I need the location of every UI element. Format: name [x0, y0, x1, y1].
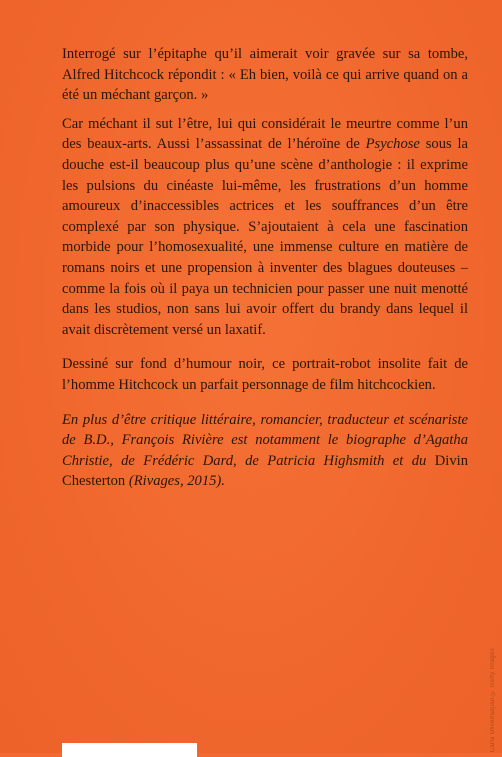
- photo-credit: Carla Oliveiradjian © Getty Images: [490, 648, 496, 753]
- main-paragraph: [62, 114, 468, 341]
- main-paragraph-start: Car méchant il sut l’être, lui qui considérait le meurtre comme l’un des beaux-arts. Aussi l’assassinat de l’héroïne de: [62, 115, 468, 153]
- author-bio-start: En plus d’être critique littéraire, romancier, traducteur et scénariste de B.D., François Rivière est notamment le biographe d’Agatha Christie, de Frédéric Dard, de Patricia Highsmith et du: [62, 411, 468, 469]
- film-title-psychose: Psychose: [365, 136, 420, 153]
- epitaph-paragraph: Interrogé sur l’épitaphe qu’il aimerait voir gravée sur sa tombe, Alfred Hitchcock répondit : « Eh bien, voilà ce qui arrive quand on a été un méchant garçon. »: [62, 46, 468, 104]
- summary-paragraph: Dessiné sur fond d’humour noir, ce portrait-robot insolite fait de l’homme Hitchcock un parfait personnage de film hitchcockien.: [62, 356, 468, 393]
- book-title-divin-chesterton: Divin Chesterton: [62, 452, 468, 490]
- main-paragraph-end: sous la douche est-il beaucoup plus qu’une scène d’anthologie : il exprime les pulsions du cinéaste lui-même, les frustrations d’un homme amoureux d’inaccessibles actrices et les souffrances d’un être complexé par son physique. S’ajoutaient à cela une fascination morbide pour l’homosexualité, une immense culture en matière de romans noirs et une propension à inventer des blagues douteuses – comme la fois où il paya un technicien pour passer une nuit menotté dans les studios, non sans lui avoir offert du brandy dans lequel il avait discrètement versé un laxatif.: [62, 136, 469, 338]
- barcode-area: [62, 743, 197, 757]
- author-bio: [62, 410, 468, 492]
- back-cover-text: [62, 44, 468, 504]
- author-bio-end: (Rivages, 2015).: [125, 473, 225, 490]
